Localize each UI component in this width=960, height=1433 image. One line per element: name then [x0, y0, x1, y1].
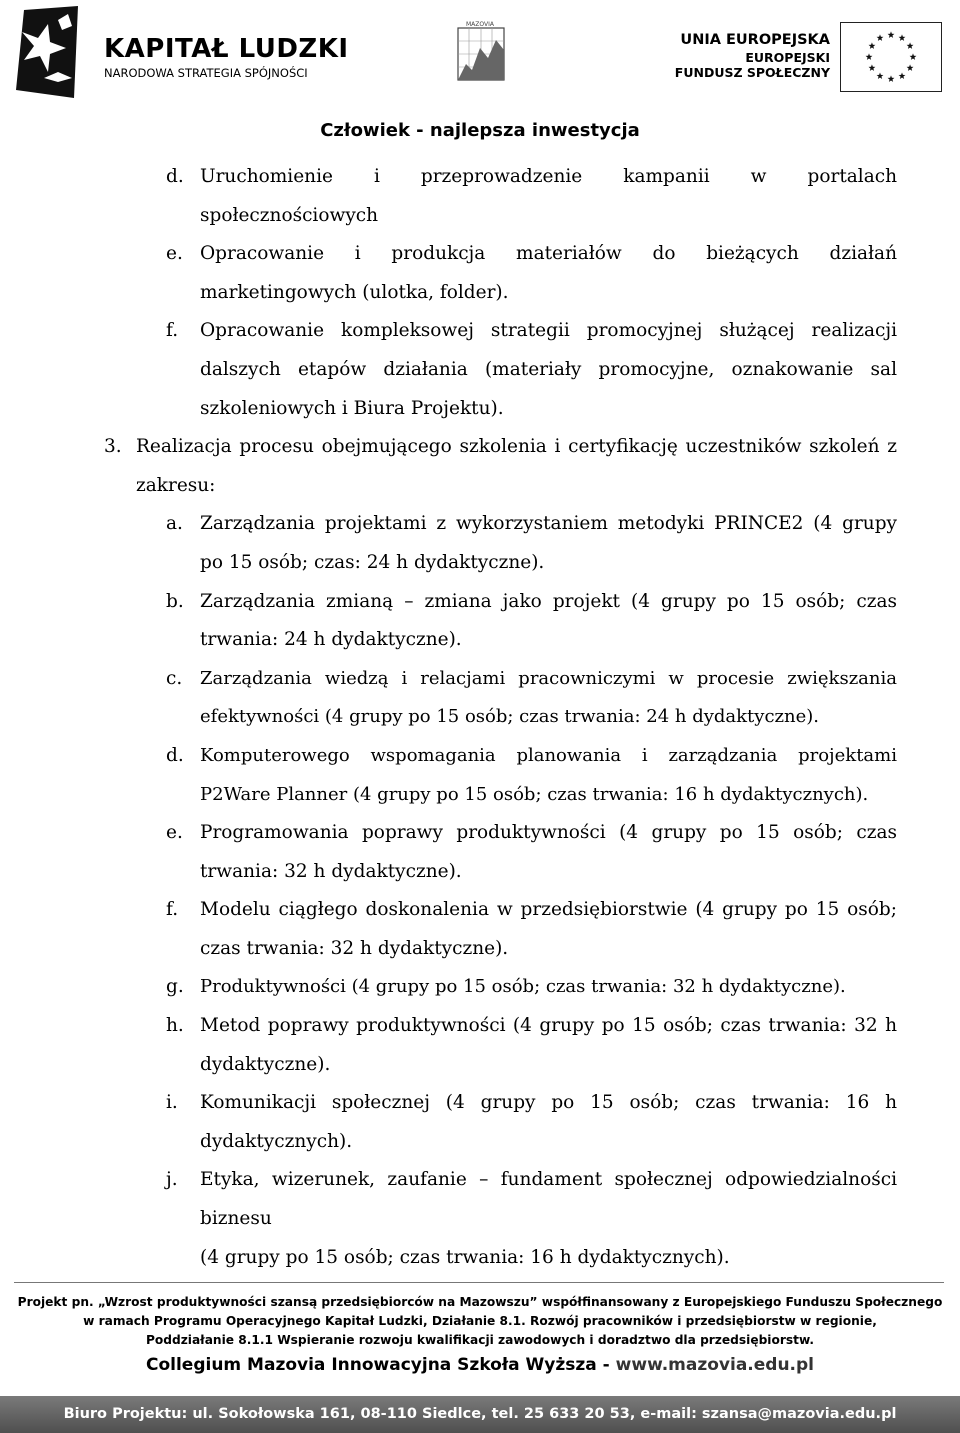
list-item: [0, 1007, 960, 1084]
list-item: [0, 235, 960, 312]
list-item: [0, 1084, 960, 1161]
collegium-mazovia-logo-icon: [444, 18, 518, 92]
kapital-ludzki-title: KAPITAŁ LUDZKI: [104, 34, 349, 64]
footer-divider: [14, 1282, 944, 1283]
slogan: Człowiek - najlepsza inwestycja: [320, 120, 640, 141]
list-item: [0, 814, 960, 891]
list-text: Programowania poprawy produktywności (4 grupy po 15 osób; czas trwania: 32 h dydaktyczne).: [200, 822, 897, 882]
list-marker: e.: [166, 243, 183, 265]
footer-project-line2: w ramach Programu Operacyjnego Kapitał Ludzki, Działanie 8.1. Rozwój pracowników i przedsiębiorstw w regionie,: [83, 1314, 877, 1328]
list-text: Zarządzania zmianą – zmiana jako projekt (4 grupy po 15 osób; czas trwania: 24 h dydaktyczne).: [200, 590, 897, 651]
eu-flag-icon: [840, 22, 942, 92]
list-item: [0, 583, 960, 660]
footer-project-line3: Poddziałanie 8.1.1 Wspieranie rozwoju kwalifikacji zawodowych i doradztwo dla przedsiębiorstw.: [145, 1333, 815, 1347]
document-body: [0, 158, 960, 1277]
list-marker: a.: [166, 513, 183, 535]
list-item-continuation: (4 grupy po 15 osób; czas trwania: 16 h dydaktycznych).: [200, 1246, 730, 1268]
eu-text-line1: UNIA EUROPEJSKA: [680, 32, 830, 48]
kapital-ludzki-logo-icon: [14, 6, 82, 98]
list-item: [0, 660, 960, 737]
college-separator: -: [596, 1355, 616, 1375]
eu-text-line2: EUROPEJSKI: [745, 50, 830, 65]
list-marker: e.: [166, 822, 183, 844]
list-marker: 3.: [104, 436, 122, 458]
list-item: [0, 158, 960, 235]
list-text: Komputerowego wspomagania planowania i zarządzania projektami P2Ware Planner (4 grupy po 15 osób; czas trwania: 16 h dydaktycznych).: [200, 744, 897, 805]
list-text: Opracowanie kompleksowej strategii promocyjnej służącej realizacji dalszych etapów działania (materiały promocyjne, oznakowanie sal szkoleniowych i Biura Projektu).: [200, 320, 897, 419]
list-item: [0, 968, 960, 1007]
list-marker: b.: [166, 590, 184, 612]
list-item: [0, 737, 960, 814]
list-marker: i.: [166, 1092, 178, 1114]
list-marker: f.: [166, 320, 179, 342]
list-text: Zarządzania projektami z wykorzystaniem metodyki PRINCE2 (4 grupy po 15 osób; czas: 24 h dydaktyczne).: [200, 513, 897, 573]
list-item: [0, 312, 960, 428]
list-text: Uruchomienie i przeprowadzenie kampanii w portalach społecznościowych: [200, 166, 897, 226]
section-3-item: [0, 428, 960, 505]
list-marker: d.: [166, 744, 184, 766]
list-text: Etyka, wizerunek, zaufanie – fundament społecznej odpowiedzialności biznesu: [200, 1169, 897, 1230]
list-marker: g.: [166, 976, 184, 998]
list-item: [0, 505, 960, 582]
college-url-link[interactable]: www.mazovia.edu.pl: [615, 1355, 815, 1375]
footer-office-bar: Biuro Projektu: ul. Sokołowska 161, 08-110 Siedlce, tel. 25 633 20 53, e-mail: szansa@mazovia.edu.pl: [0, 1396, 960, 1433]
list-text: Produktywności (4 grupy po 15 osób; czas trwania: 32 h dydaktyczne).: [200, 976, 846, 998]
footer-project-line1: Projekt pn. „Wzrost produktywności szansą przedsiębiorców na Mazowszu” współfinansowany z Europejskiego Funduszu Społecznego: [17, 1295, 943, 1309]
list-text: Zarządzania wiedzą i relacjami pracowniczymi w procesie zwiększania efektywności (4 grupy po 15 osób; czas trwania: 24 h dydaktyczne).: [200, 667, 897, 728]
list-marker: f.: [166, 899, 179, 921]
list-item: [0, 891, 960, 968]
list-marker: d.: [166, 166, 184, 187]
list-marker: h.: [166, 1015, 184, 1037]
page-header: [0, 0, 960, 150]
list-text: Opracowanie i produkcja materiałów do bieżących działań marketingowych (ulotka, folder).: [200, 243, 897, 303]
footer-college: [0, 1355, 960, 1375]
college-name: Collegium Mazovia Innowacyjna Szkoła Wyższa: [145, 1355, 597, 1375]
list-marker: c.: [166, 667, 183, 689]
list-item: [0, 1161, 960, 1238]
list-text: Komunikacji społecznej (4 grupy po 15 osób; czas trwania: 16 h dydaktycznych).: [200, 1092, 897, 1152]
list-text: Metod poprawy produktywności (4 grupy po 15 osób; czas trwania: 32 h dydaktyczne).: [200, 1015, 897, 1075]
svg-text:MAZOVIA: MAZOVIA: [466, 21, 494, 28]
section-3-text: Realizacja procesu obejmującego szkolenia i certyfikację uczestników szkoleń z zakresu:: [136, 436, 897, 496]
list-marker: j.: [166, 1169, 178, 1191]
eu-text-line3: FUNDUSZ SPOŁECZNY: [674, 65, 830, 80]
kapital-ludzki-subtitle: NARODOWA STRATEGIA SPÓJNOŚCI: [104, 66, 308, 80]
list-text: Modelu ciągłego doskonalenia w przedsiębiorstwie (4 grupy po 15 osób; czas trwania: 32 h dydaktyczne).: [200, 899, 897, 959]
